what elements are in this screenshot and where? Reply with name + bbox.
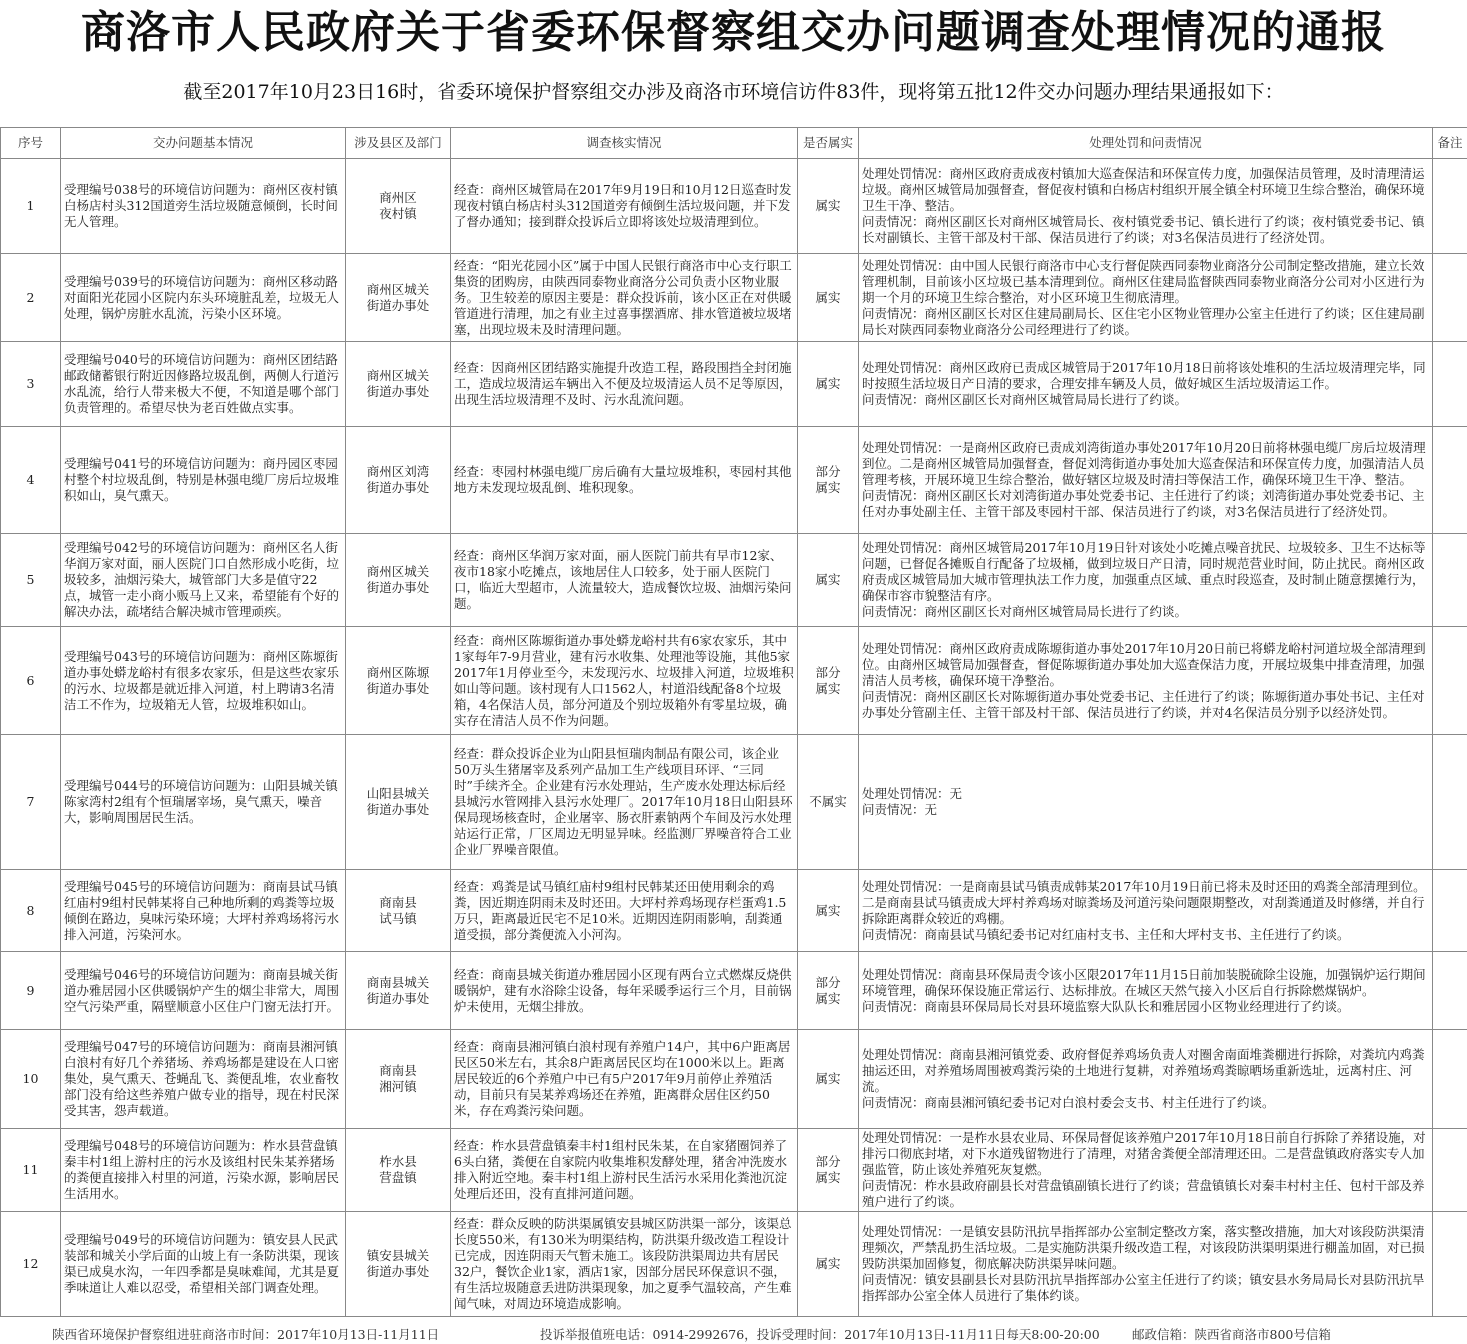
investigation-result: 经查：商州区陈塬街道办事处蟒龙峪村共有6家农家乐，其中1家每年7-9月营业，建有污水收集、处理池等设施，其他5家2017年1月停业至今，未发现污水、垃圾排入河道，垃圾堆积如山等问题。该村现有人口1562人，村道沿线配备8个垃圾箱，4名保洁人员，部分河道及个别垃圾箱外有零星垃圾，确实存在清洁人员不作为问题。: [451, 627, 798, 735]
handling-cell: [859, 1030, 1433, 1129]
handling-cell: [859, 427, 1433, 534]
investigation-result: 经查：“阳光花园小区”属于中国人民银行商洛市中心支行职工集资的团购房，由陕西同泰物业商洛分公司负责小区物业服务。卫生较差的原因主要是：群众投诉前，该小区正在对供暖管道进行清理，加之有业主过喜事摆酒席、排水管道被垃圾堵塞，出现垃圾未及时清理问题。: [451, 254, 798, 342]
accountability-text: 问责情况：商州区副区长对商州区城管局长、夜村镇党委书记、镇长进行了约谈；夜村镇党委书记、镇长对副镇长、主管干部及村干部、保洁员进行了约谈；对3名保洁员进行了经济处罚。: [862, 214, 1425, 245]
table-row: [1, 1129, 1467, 1212]
row-number: 6: [1, 627, 61, 735]
header-verdict: 是否属实: [798, 128, 859, 159]
row-number: 8: [1, 870, 61, 952]
issue-description: 受理编号046号的环境信访问题为：商南县城关街道办雅居园小区供暖锅炉产生的烟尘非常大，周围空气污染严重，隔壁顺意小区住户门窗无法打开。: [61, 952, 346, 1030]
accountability-text: 问责情况：商州区副区长对刘湾街道办事处党委书记、主任进行了约谈；刘湾街道办事处党委书记、主任对办事处副主任、主管干部及枣园村干部、保洁员进行了约谈，对3名保洁员进行了经济处罚。: [862, 488, 1425, 519]
handling-cell: [859, 870, 1433, 952]
investigation-result: 经查：商南县城关街道办雅居园小区现有两台立式燃煤反烧供暖锅炉，建有水浴除尘设备，每年采暖季运行三个月，目前锅炉未使用，无烟尘排放。: [451, 952, 798, 1030]
punishment-text: 处理处罚情况：一是商州区政府已责成刘湾街道办事处2017年10月20日前将林强电缆厂房后垃圾清理到位。二是商州区城管局加强督查，督促刘湾街道办事处加大巡查保洁和环保宣传力度，加强清洁人员管理考核，开展环境卫生综合整治，做好辖区垃圾及时清扫等保洁工作，确保环境卫生干净、整洁。: [862, 440, 1426, 487]
verdict: 部分 属实: [798, 427, 859, 534]
lead-paragraph: 截至2017年10月23日16时，省委环境保护督察组交办涉及商洛市环境信访件83件，现将第五批12件交办问题办理结果通报如下：: [183, 81, 1284, 103]
investigation-result: 经查：群众投诉企业为山阳县恒瑞肉制品有限公司，该企业50万头生猪屠宰及系列产品加工生产线项目环评、“三同时”手续齐全。企业建有污水处理站，生产废水处理达标后经县城污水管网排入县污水处理厂。2017年10月18日山阳县环保局现场核查时，企业屠宰、肠衣肝素钠两个车间及污水处理站运行正常，厂区周边无明显异味。经监测厂界噪音符合工业企业厂界噪音限值。: [451, 735, 798, 870]
department: 商南县 试马镇: [346, 870, 451, 952]
row-number: 11: [1, 1129, 61, 1212]
header-note: 备注: [1433, 128, 1467, 159]
verdict: 不属实: [798, 735, 859, 870]
row-number: 3: [1, 342, 61, 427]
header-no: 序号: [1, 128, 61, 159]
row-number: 9: [1, 952, 61, 1030]
note: [1433, 342, 1467, 427]
verdict: 属实: [798, 159, 859, 254]
table-row: [1, 627, 1467, 735]
verdict: 属实: [798, 534, 859, 627]
handling-cell: [859, 1212, 1433, 1317]
issue-description: 受理编号049号的环境信访问题为：镇安县人民武装部和城关小学后面的山坡上有一条防洪渠，现该渠已成臭水沟，一年四季都是臭味难闻，尤其是夏季味道让人难以忍受，希望相关部门调查处理。: [61, 1212, 346, 1317]
note: [1433, 1030, 1467, 1129]
department: 柞水县 营盘镇: [346, 1129, 451, 1212]
note: [1433, 254, 1467, 342]
punishment-text: 处理处罚情况：商州区政府责成夜村镇加大巡查保洁和环保宣传力度，加强保洁员管理，及时清理清运垃圾。商州区城管局加强督查，督促夜村镇和白杨店村组织开展全镇全村环境卫生综合整治，确保环境卫生干净、整洁。: [862, 166, 1425, 213]
department: 商南县 湘河镇: [346, 1030, 451, 1129]
row-number: 2: [1, 254, 61, 342]
department: 镇安县城关 街道办事处: [346, 1212, 451, 1317]
accountability-text: 问责情况：商州区副区长对区住建局副局长、区住宅小区物业管理办公室主任进行了约谈；区住建局副局长对陕西同泰物业商洛分公司经理进行了约谈。: [862, 305, 1425, 337]
header-dept: 涉及县区及部门: [346, 128, 451, 159]
issue-description: 受理编号043号的环境信访问题为：商州区陈塬街道办事处蟒龙峪村有很多农家乐，但是这些农家乐的污水、垃圾都是就近排入河道，村上聘请3名清洁工不作为，垃圾箱无人管，垃圾堆积如山。: [61, 627, 346, 735]
issue-description: 受理编号048号的环境信访问题为：柞水县营盘镇秦丰村1组上游村庄的污水及该组村民朱某养猪场的粪便直接排入村里的河道，污染水源，影响居民生活用水。: [61, 1129, 346, 1212]
punishment-text: 处理处罚情况：商南县湘河镇党委、政府督促养鸡场负责人对圈舍南面堆粪棚进行拆除，对粪坑内鸡粪抽运还田，对养殖场周围被鸡粪污染的土地进行复耕，对养殖场鸡粪晾晒场重新选址，远离村庄、河流。: [862, 1047, 1425, 1094]
punishment-text: 处理处罚情况：商州区政府责成陈塬街道办事处2017年10月20日前已将蟒龙峪村河道垃圾全部清理到位。由商州区城管局加强督查，督促陈塬街道办事处加大巡查保洁力度，开展垃圾集中排查清理，加强清洁人员考核，确保环境干净整治。: [862, 640, 1426, 688]
punishment-text: 处理处罚情况：一是镇安县防汛抗旱指挥部办公室制定整改方案，落实整改措施，加大对该段防洪渠清理频次，严禁乱扔生活垃圾。二是实施防洪渠升级改造工程，对该段防洪渠明渠进行棚盖加固，对已损毁防洪渠加固修复，彻底解决防洪渠异味问题。: [862, 1224, 1425, 1271]
note: [1433, 427, 1467, 534]
handling-cell: [859, 735, 1433, 870]
investigation-result: 经查：商州区华润万家对面，丽人医院门前共有早市12家、夜市18家小吃摊点，该地居住人口较多，处于丽人医院门口，临近大型超市，人流量较大，造成餐饮垃圾、油烟污染问题。: [451, 534, 798, 627]
table-row: [1, 735, 1467, 870]
issue-description: 受理编号040号的环境信访问题为：商州区团结路邮政储蓄银行附近因修路垃圾乱倒，两侧人行道污水乱流，给行人带来极大不便，不知道是哪个部门负责管理的。希望尽快为老百姓做点实事。: [61, 342, 346, 427]
handling-cell: [859, 342, 1433, 427]
note: [1433, 534, 1467, 627]
accountability-text: 问责情况：商南县环保局局长对县环境监察大队队长和雅居园小区物业经理进行了约谈。: [862, 998, 1350, 1014]
verdict: 属实: [798, 870, 859, 952]
handling-cell: [859, 627, 1433, 735]
verdict: 属实: [798, 254, 859, 342]
verdict: 部分 属实: [798, 627, 859, 735]
verdict: 属实: [798, 342, 859, 427]
investigation-result: 经查：群众反映的防洪渠属镇安县城区防洪渠一部分，该渠总长度550米，有130米为明渠结构，防洪渠升级改造工程设计已完成，因连阴雨天气暂未施工。该段防洪渠周边共有居民32户，餐饮企业1家，酒店1家，因部分居民环保意识不强，有生活垃圾随意丢进防洪渠现象，加之夏季气温较高，产生难闻气味，对周边环境造成影响。: [451, 1212, 798, 1317]
table-row: [1, 952, 1467, 1030]
department: 商州区城关 街道办事处: [346, 342, 451, 427]
accountability-text: 问责情况：柞水县政府副县长对营盘镇副镇长进行了约谈；营盘镇镇长对秦丰村村主任、包村干部及养殖户进行了约谈。: [862, 1178, 1425, 1209]
header-investigation: 调查核实情况: [451, 128, 798, 159]
table-header-row: [1, 128, 1467, 159]
note: [1433, 1129, 1467, 1212]
table-row: [1, 254, 1467, 342]
verdict: 属实: [798, 1030, 859, 1129]
note: [1433, 159, 1467, 254]
note: [1433, 627, 1467, 735]
investigation-result: 经查：柞水县营盘镇秦丰村1组村民朱某，在自家猪圈饲养了6头白猪，粪便在自家院内收集堆积发酵处理，猪舍冲洗废水排入附近空地。秦丰村1组上游村民生活污水采用化粪池沉淀处理后还田，没有直排河道问题。: [451, 1129, 798, 1212]
row-number: 7: [1, 735, 61, 870]
table-row: [1, 534, 1467, 627]
issue-description: 受理编号042号的环境信访问题为：商州区名人街华润万家对面，丽人医院门口自然形成小吃街，垃圾较多，油烟污染大，城管部门大多是值守22点，城管一走小商小贩马上又来，希望能有个好的解决办法，疏堵结合解决城市管理顽疾。: [61, 534, 346, 627]
note: [1433, 952, 1467, 1030]
accountability-text: 问责情况：商南县试马镇纪委书记对红庙村支书、主任和大坪村支书、主任进行了约谈。: [862, 926, 1350, 942]
footer-mailbox: 邮政信箱：陕西省商洛市800号信箱: [1132, 1327, 1331, 1342]
accountability-text: 问责情况：商州区副区长对陈塬街道办事处党委书记、主任进行了约谈；陈塬街道办事处书记、主任对办事处分管副主任、主管干部及村干部、保洁员进行了约谈，并对4名保洁员分别予以经济处罚。: [862, 688, 1425, 720]
investigation-result: 经查：商南县湘河镇白浪村现有养殖户14户，其中6户距离居民区50米左右，其余8户距离居民区均在1000米以上。距离居民较近的6个养殖户中已有5户2017年9月前停止养殖活动，目前只有吴某养鸡场还在养殖，距离群众居住区约50米，存在鸡粪污染问题。: [451, 1030, 798, 1129]
investigation-result: 经查：鸡粪是试马镇红庙村9组村民韩某还田使用剩余的鸡粪，因近期连阴雨未及时还田。大坪村养鸡场现存栏蛋鸡1.5万只，距离最近民宅不足10米。近期因连阴雨影响，刮粪通道受损，部分粪便流入小河沟。: [451, 870, 798, 952]
table-row: [1, 342, 1467, 427]
footer-hotline: 投诉举报值班电话：0914-2992676，投诉受理时间：2017年10月13日-11月11日每天8:00-20:00: [540, 1327, 1100, 1342]
punishment-text: 处理处罚情况：一是商南县试马镇责成韩某2017年10月19日前已将未及时还田的鸡粪全部清理到位。二是商南县试马镇责成大坪村养鸡场对晾粪场及河道污染问题限期整改，对刮粪通道及时修缮，并自行拆除距离群众较近的鸡棚。: [862, 878, 1426, 926]
footer-period: 陕西省环境保护督察组进驻商洛市时间：2017年10月13日-11月11日: [52, 1327, 440, 1342]
table-row: [1, 1030, 1467, 1129]
table-row: [1, 870, 1467, 952]
row-number: 4: [1, 427, 61, 534]
punishment-text: 处理处罚情况：一是柞水县农业局、环保局督促该养殖户2017年10月18日前自行拆除了养猪设施，对排污口彻底封堵，对下水道残留物进行了清理，对猪舍粪便全部清理还田。二是营盘镇政府落实专人加强监管，防止该处养殖死灰复燃。: [862, 1130, 1426, 1177]
department: 商州区刘湾 街道办事处: [346, 427, 451, 534]
department: 商州区城关 街道办事处: [346, 254, 451, 342]
verdict: 部分 属实: [798, 952, 859, 1030]
handling-cell: [859, 1129, 1433, 1212]
accountability-text: 问责情况：商州区副区长对商州区城管局局长进行了约谈。: [862, 392, 1188, 407]
issue-description: 受理编号047号的环境信访问题为：商南县湘河镇白浪村有好几个养猪场、养鸡场都是建设在人口密集处，臭气熏天、苍蝇乱飞、粪便乱堆，农业畜牧部门没有给这些养殖户做专业的指导，现在村民深受其害，怨声载道。: [61, 1030, 346, 1129]
page-title: 商洛市人民政府关于省委环保督察组交办问题调查处理情况的通报: [81, 7, 1386, 58]
table-row: [1, 159, 1467, 254]
issues-table: [0, 127, 1467, 1317]
investigation-result: 经查：商州区城管局在2017年9月19日和10月12日巡查时发现夜村镇白杨店村头312国道旁有倾倒生活垃圾问题，并下发了督办通知；接到群众投诉后立即将该处垃圾清理到位。: [451, 159, 798, 254]
punishment-text: 处理处罚情况：由中国人民银行商洛市中心支行督促陕西同泰物业商洛分公司制定整改措施，建立长效管理机制，目前该小区垃圾已基本清理到位。商州区住建局监督陕西同泰物业商洛分公司对小区进行为期一个月的环境卫生综合整治，对小区环境卫生彻底清理。: [862, 257, 1425, 305]
issue-description: 受理编号041号的环境信访问题为：商丹园区枣园村整个村垃圾乱倒，特别是林强电缆厂房后垃圾堆积如山，臭气熏天。: [61, 427, 346, 534]
issue-description: 受理编号039号的环境信访问题为：商州区移动路对面阳光花园小区院内东头环境脏乱差，垃圾无人处理，锅炉房脏水乱流，污染小区环境。: [61, 254, 346, 342]
issue-description: 受理编号044号的环境信访问题为：山阳县城关镇陈家湾村2组有个恒瑞屠宰场，臭气熏天，噪音大，影响周围居民生活。: [61, 735, 346, 870]
handling-cell: [859, 254, 1433, 342]
row-number: 1: [1, 159, 61, 254]
investigation-result: 经查：因商州区团结路实施提升改造工程，路段围挡全封闭施工，造成垃圾清运车辆出入不便及垃圾清运人员不足等原因，出现生活垃圾清理不及时、污水乱流问题。: [451, 342, 798, 427]
issue-description: 受理编号045号的环境信访问题为：商南县试马镇红庙村9组村民韩某将自己种地所剩的鸡粪等垃圾倾倒在路边，臭味污染环境；大坪村养鸡场将污水排入河道，污染河水。: [61, 870, 346, 952]
issue-description: 受理编号038号的环境信访问题为：商州区夜村镇白杨店村头312国道旁生活垃圾随意倾倒，长时间无人管理。: [61, 159, 346, 254]
verdict: 部分 属实: [798, 1129, 859, 1212]
department: 山阳县城关 街道办事处: [346, 735, 451, 870]
accountability-text: 问责情况：镇安县副县长对县防汛抗旱指挥部办公室主任进行了约谈；镇安县水务局局长对县防汛抗旱指挥部办公室全体人员进行了集体约谈。: [862, 1272, 1425, 1303]
punishment-text: 处理处罚情况：商州区政府已责成区城管局于2017年10月18日前将该处堆积的生活垃圾清理完毕，同时按照生活垃圾日产日清的要求，合理安排车辆及人员，做好城区生活垃圾清运工作。: [862, 360, 1426, 391]
punishment-text: 处理处罚情况：商州区城管局2017年10月19日针对该处小吃摊点噪音扰民、垃圾较多、卫生不达标等问题，已督促各摊贩自行配备了垃圾桶，做到垃圾日产日清，同时规范营业时间，防止扰民。商州区政府责成区城管局加大城市管理执法工作力度，加强重点区域、重点时段巡查，及时制止随意摆摊行为，确保市容市貌整洁有序。: [862, 540, 1426, 603]
accountability-text: 问责情况：无: [862, 802, 938, 817]
note: [1433, 1212, 1467, 1317]
department: 商州区陈塬 街道办事处: [346, 627, 451, 735]
row-number: 12: [1, 1212, 61, 1317]
table-row: [1, 427, 1467, 534]
verdict: 属实: [798, 1212, 859, 1317]
table-row: [1, 1212, 1467, 1317]
row-number: 10: [1, 1030, 61, 1129]
department: 商州区城关 街道办事处: [346, 534, 451, 627]
handling-cell: [859, 952, 1433, 1030]
punishment-text: 处理处罚情况：商南县环保局责令该小区限2017年11月15日前加装脱硫除尘设施，加强锅炉运行期间环境管理，确保环保设施正常运行、达标排放。在城区天然气接入小区后自行拆除燃煤锅炉。: [862, 966, 1426, 998]
accountability-text: 问责情况：商南县湘河镇纪委书记对白浪村委会支书、村主任进行了约谈。: [862, 1095, 1275, 1110]
investigation-result: 经查：枣园村林强电缆厂房后确有大量垃圾堆积，枣园村其他地方未发现垃圾乱倒、堆积现象。: [451, 427, 798, 534]
handling-cell: [859, 534, 1433, 627]
punishment-text: 处理处罚情况：无: [862, 786, 963, 801]
note: [1433, 870, 1467, 952]
header-issue: 交办问题基本情况: [61, 128, 346, 159]
row-number: 5: [1, 534, 61, 627]
note: [1433, 735, 1467, 870]
department: 商南县城关 街道办事处: [346, 952, 451, 1030]
handling-cell: [859, 159, 1433, 254]
header-handling: 处理处罚和问责情况: [859, 128, 1433, 159]
department: 商州区 夜村镇: [346, 159, 451, 254]
accountability-text: 问责情况：商州区副区长对商州区城管局局长进行了约谈。: [862, 604, 1188, 619]
